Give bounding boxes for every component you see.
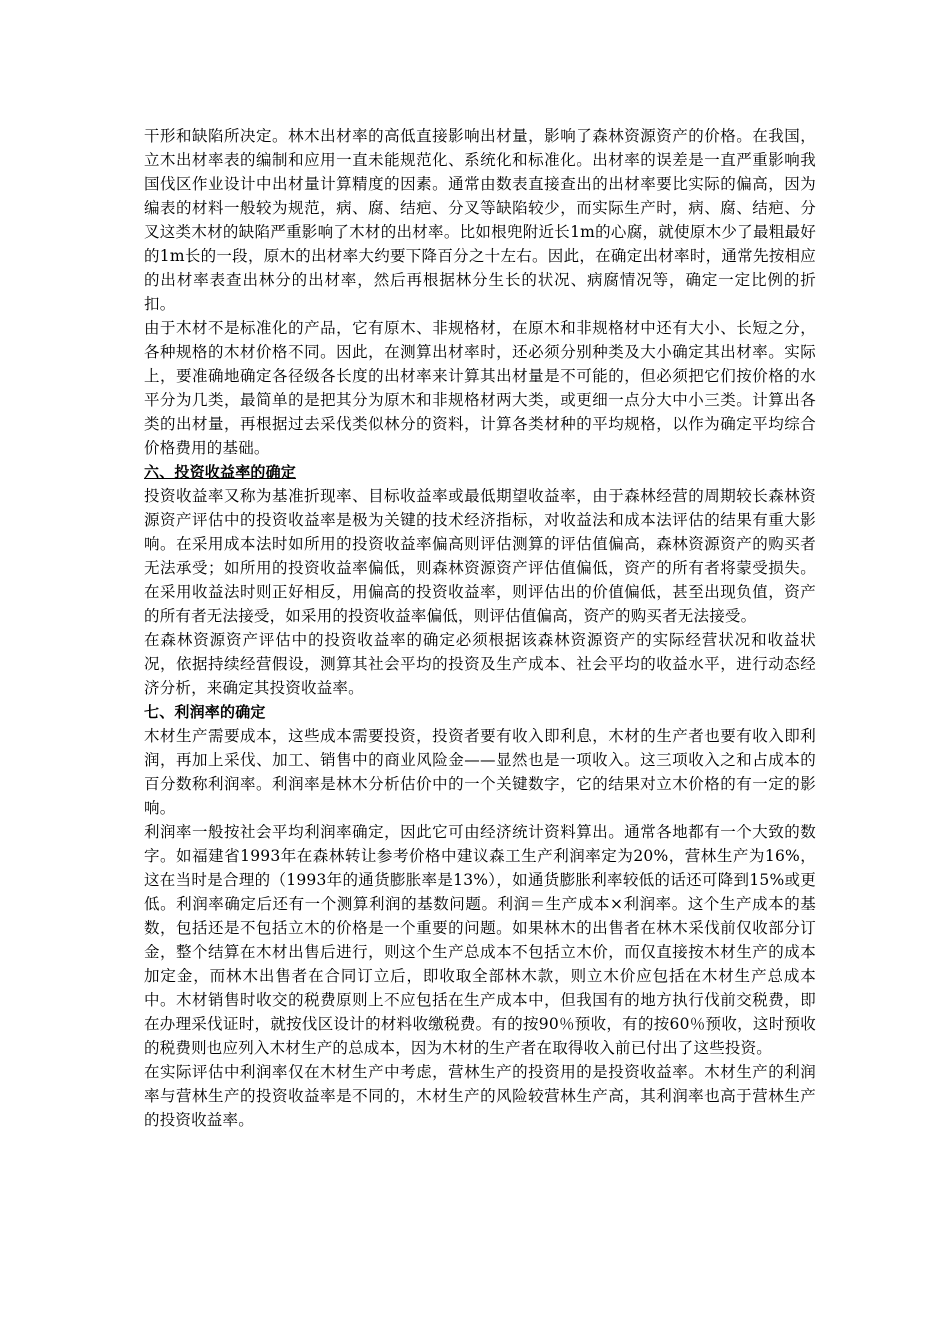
section-heading-6-text: 六、投资收益率的确定 bbox=[144, 463, 297, 481]
paragraph: 投资收益率又称为基准折现率、目标收益率或最低期望收益率，由于森林经营的周期较长森林资源资产评估中的投资收益率是极为关键的技术经济指标，对收益法和成本法评估的结果有重大影响。在采用成本法时如所用的投资收益率偏高则评估测算的评估值偏高，森林资源资产的购买者无法承受；如所用的投资收益率偏低，则森林资源资产评估值偏低，资产的所有者将蒙受损失。在采用收益法时则正好相反，用偏高的投资收益率，则评估出的价值偏低，甚至出现负值，资产的所有者无法接受，如采用的投资收益率偏低，则评估值偏高，资产的购买者无法接受。 bbox=[144, 487, 816, 625]
section-heading-6 bbox=[144, 460, 816, 484]
paragraph: 利润率一般按社会平均利润率确定，因此它可由经济统计资料算出。通常各地都有一个大致的数字。如福建省1993年在森林转让参考价格中建议森工生产利润率定为20%，营林生产为16%，这在当时是合理的（1993年的通货膨胀率是13%），如通货膨胀利率较低的话还可降到15%或更低。利润率确定后还有一个测算利润的基数问题。利润＝生产成本×利润率。这个生产成本的基数，包括还是不包括立木的价格是一个重要的问题。如果林木的出售者在林木采伐前仅收部分订金，整个结算在木材出售后进行，则这个生产总成本不包括立木价，而仅直接按木材生产的成本加定金，而林木出售者在合同订立后，即收取全部林木款，则立木价应包括在木材生产总成本中。木材销售时收交的税费原则上不应包括在生产成本中，但我国有的地方执行伐前交税费，即在办理采伐证时，就按伐区设计的材料收缴税费。有的按90％预收，有的按60％预收，这时预收的税费则也应列入木材生产的总成本，因为木材的生产者在取得收入前已付出了这些投资。 bbox=[144, 823, 816, 1057]
document-body bbox=[144, 124, 816, 1132]
paragraph: 由于木材不是标准化的产品，它有原木、非规格材，在原木和非规格材中还有大小、长短之分，各种规格的木材价格不同。因此，在测算出材率时，还必须分别种类及大小确定其出材率。实际上，要准确地确定各径级各长度的出材率来计算其出材量是不可能的，但必须把它们按价格的水平分为几类，最简单的是把其分为原木和非规格材两大类，或更细一点分大中小三类。计算出各类的出材量，再根据过去采伐类似林分的资料，计算各类材种的平均规格，以作为确定平均综合价格费用的基础。 bbox=[144, 319, 816, 457]
paragraph: 在实际评估中利润率仅在木材生产中考虑，营林生产的投资用的是投资收益率。木材生产的利润率与营林生产的投资收益率是不同的，木材生产的风险较营林生产高，其利润率也高于营林生产的投资收益率。 bbox=[144, 1063, 816, 1129]
paragraph: 在森林资源资产评估中的投资收益率的确定必须根据该森林资源资产的实际经营状况和收益状况，依据持续经营假设，测算其社会平均的投资及生产成本、社会平均的收益水平，进行动态经济分析，来确定其投资收益率。 bbox=[144, 631, 816, 697]
paragraph: 木材生产需要成本，这些成本需要投资，投资者要有收入即利息，木材的生产者也要有收入即利润，再加上采伐、加工、销售中的商业风险金——显然也是一项收入。这三项收入之和占成本的百分数称利润率。利润率是林木分析估价中的一个关键数字，它的结果对立木价格的有一定的影响。 bbox=[144, 727, 816, 817]
section-heading-7: 七、利润率的确定 bbox=[144, 703, 266, 721]
paragraph: 干形和缺陷所决定。林木出材率的高低直接影响出材量，影响了森林资源资产的价格。在我国，立木出材率表的编制和应用一直未能规范化、系统化和标准化。出材率的误差是一直严重影响我国伐区作业设计中出材量计算精度的因素。通常由数表直接查出的出材率要比实际的偏高，因为编表的材料一般较为规范，病、腐、结疤、分叉等缺陷较少，而实际生产时，病、腐、结疤、分叉这类木材的缺陷严重影响了木材的出材率。比如根兜附近长1m的心腐，就使原木少了最粗最好的1m长的一段，原木的出材率大约要下降百分之十左右。因此，在确定出材率时，通常先按相应的出材率表查出林分的出材率，然后再根据林分生长的状况、病腐情况等，确定一定比例的折扣。 bbox=[144, 127, 816, 313]
